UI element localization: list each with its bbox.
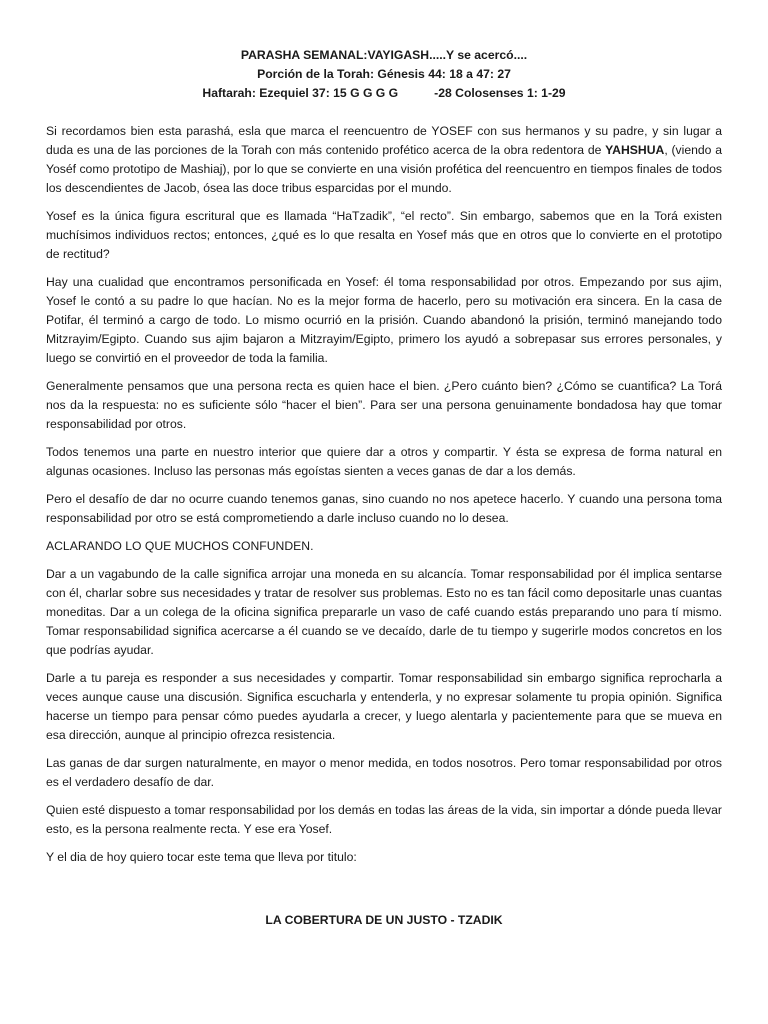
paragraph-9: Las ganas de dar surgen naturalmente, en mayor o menor medida, en todos nosotros. Pero tomar responsabilidad por otros es el verdadero desafío de dar. (46, 756, 722, 789)
paragraph-1-text-b: , (viendo a Yoséf como prototipo de Mashiaj), por lo que se convierte en una visión profética del reencuentro en tiempos finales de todos los descendientes de Jacob, ósea las doce tribus esparcidas por el mundo. (46, 143, 722, 195)
document-header (46, 46, 722, 103)
header-haftarah-part1: Haftarah: Ezequiel 37: 15 G G G G (202, 86, 399, 100)
paragraph-1 (46, 122, 722, 198)
paragraph-8: Darle a tu pareja es responder a sus necesidades y compartir. Tomar responsabilidad sin embargo significa reprocharla a veces aunque cause una discusión. Significa escucharla y entenderla, y no expresar solamente tu propia opinión. Significa hacerse un tiempo para pensar cómo puedes ayudarla a crecer, y luego alentarla y pacientemente para que se mueva en esa dirección, aunque al principio ofrezca resistencia. (46, 671, 722, 742)
paragraph-4: Generalmente pensamos que una persona recta es quien hace el bien. ¿Pero cuánto bien? ¿Cómo se cuantifica? La Torá nos da la respuesta: no es suficiente sólo “hacer el bien”. Para ser una persona genuinamente bondadosa hay que tomar responsabilidad por otros. (46, 379, 722, 431)
header-title: PARASHA SEMANAL:VAYIGASH.....Y se acercó.... (240, 48, 528, 62)
paragraph-11: Y el dia de hoy quiero tocar este tema que lleva por titulo: (46, 850, 357, 864)
header-haftarah (46, 84, 722, 103)
paragraph-3: Hay una cualidad que encontramos personificada en Yosef: él toma responsabilidad por otros. Empezando por sus ajim, Yosef le contó a su padre lo que hacían. No es la mejor forma de hacerlo, pero su motivación era sincera. En la casa de Potifar, él terminó a cargo de todo. Lo mismo ocurrió en la prisión. Cuando abandonó la prisión, terminó manejando todo Mitzrayim/Egipto. Cuando sus ajim bajaron a Mitzrayim/Egipto, primero los ayudó a sobrepasar sus errores personales, y luego se convirtió en el proveedor de toda la familia. (46, 275, 722, 365)
paragraph-2: Yosef es la única figura escritural que es llamada “HaTzadik”, “el recto”. Sin embargo, sabemos que en la Torá existen muchísimos individuos rectos; entonces, ¿qué es lo que resalta en Yosef más que en otros que lo convierte en el prototipo de rectitud? (46, 209, 722, 261)
section-heading: ACLARANDO LO QUE MUCHOS CONFUNDEN. (46, 539, 314, 553)
closing-title: LA COBERTURA DE UN JUSTO - TZADIK (265, 913, 503, 927)
header-torah-portion: Porción de la Torah: Génesis 44: 18 a 47: 27 (257, 67, 511, 81)
paragraph-6: Pero el desafío de dar no ocurre cuando tenemos ganas, sino cuando no nos apetece hacerlo. Y cuando una persona toma responsabilidad por otro se está comprometiendo a darle incluso cuando no lo desea. (46, 492, 722, 525)
paragraph-1-text-a: Si recordamos bien esta parashá, esla que marca el reencuentro de YOSEF con sus hermanos y su padre, y sin lugar a duda es una de las porciones de la Torah con más contenido profético acerca de la obra redentora de (46, 124, 722, 157)
header-haftarah-part2: -28 Colosenses 1: 1-29 (434, 86, 566, 100)
paragraph-7: Dar a un vagabundo de la calle significa arrojar una moneda en su alcancía. Tomar responsabilidad por él implica sentarse con él, charlar sobre sus necesidades y tratar de resolver sus problemas. Esto no es tan fácil como depositarle unas cuantas moneditas. Dar a un colega de la oficina significa prepararle un vaso de café cuando estás preparando uno para tí mismo. Tomar responsabilidad significa acercarse a él cuando se ve decaído, darle de tu tiempo y sugerirle modos concretos en los que podrías ayudar. (46, 567, 722, 657)
paragraph-5: Todos tenemos una parte en nuestro interior que quiere dar a otros y compartir. Y ésta se expresa de forma natural en algunas ocasiones. Incluso las personas más egoístas sienten a veces ganas de dar a los demás. (46, 445, 722, 478)
paragraph-1-bold: YAHSHUA (605, 143, 665, 157)
document-body (46, 122, 722, 867)
paragraph-10: Quien esté dispuesto a tomar responsabilidad por los demás en todas las áreas de la vida, sin importar a dónde pueda llevar esto, es la persona realmente recta. Y ese era Yosef. (46, 803, 722, 836)
